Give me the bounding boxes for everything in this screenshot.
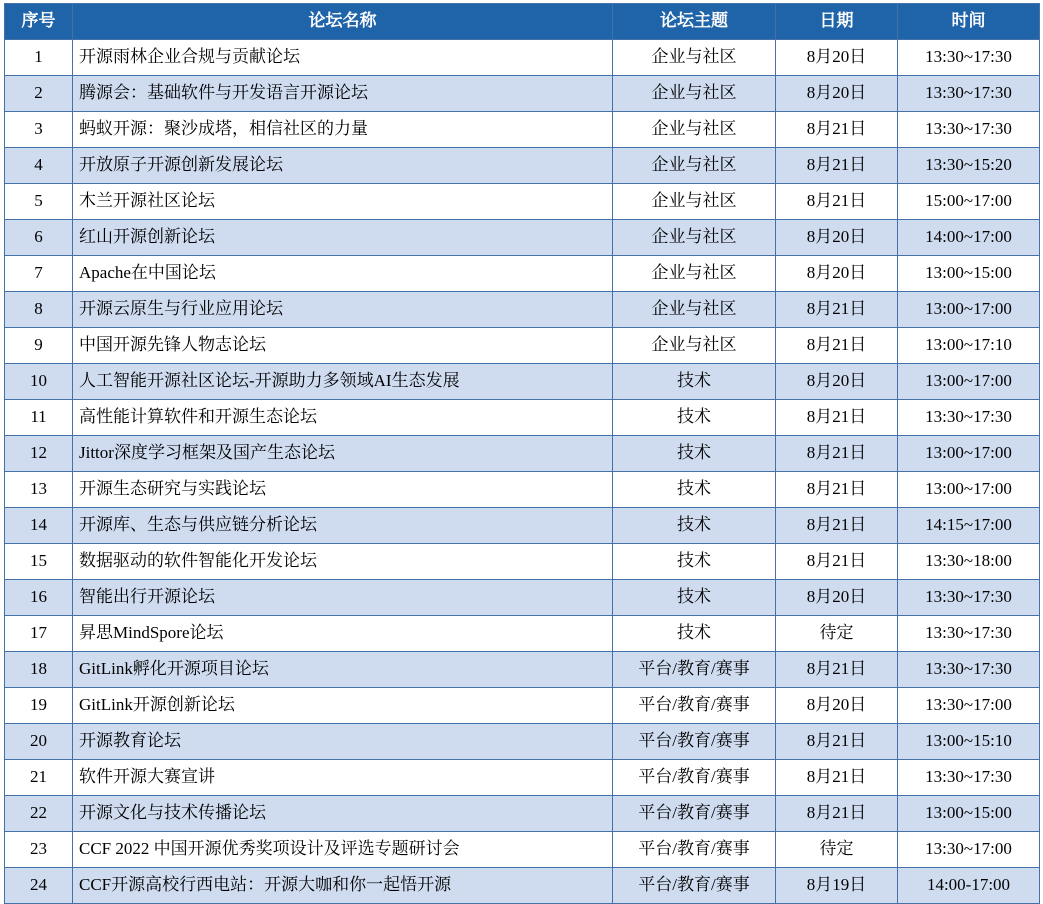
table-row: [5, 184, 1040, 220]
cell-forum-topic: 企业与社区: [613, 112, 776, 148]
cell-forum-name: 开源文化与技术传播论坛: [73, 796, 613, 832]
cell-index: 1: [5, 40, 73, 76]
table-row: [5, 688, 1040, 724]
cell-time: 14:00~17:00: [898, 220, 1040, 256]
cell-forum-topic: 企业与社区: [613, 292, 776, 328]
cell-time: 13:30~17:30: [898, 112, 1040, 148]
table-row: [5, 112, 1040, 148]
cell-forum-name: Jittor深度学习框架及国产生态论坛: [73, 436, 613, 472]
table-body: [5, 40, 1040, 904]
cell-forum-topic: 企业与社区: [613, 184, 776, 220]
cell-forum-topic: 企业与社区: [613, 148, 776, 184]
cell-date: 8月21日: [776, 112, 898, 148]
cell-index: 20: [5, 724, 73, 760]
cell-time: 15:00~17:00: [898, 184, 1040, 220]
cell-index: 12: [5, 436, 73, 472]
cell-forum-name: CCF开源高校行西电站：开源大咖和你一起悟开源: [73, 868, 613, 904]
table-row: [5, 400, 1040, 436]
column-header-forum-topic: 论坛主题: [613, 4, 776, 40]
table-header: [5, 4, 1040, 40]
cell-date: 8月20日: [776, 256, 898, 292]
cell-forum-topic: 企业与社区: [613, 76, 776, 112]
column-header-index: 序号: [5, 4, 73, 40]
cell-forum-name: 高性能计算软件和开源生态论坛: [73, 400, 613, 436]
cell-forum-name: GitLink开源创新论坛: [73, 688, 613, 724]
table-row: [5, 832, 1040, 868]
cell-time: 13:30~18:00: [898, 544, 1040, 580]
cell-date: 待定: [776, 832, 898, 868]
cell-forum-name: 腾源会：基础软件与开发语言开源论坛: [73, 76, 613, 112]
cell-time: 13:30~17:30: [898, 580, 1040, 616]
cell-forum-topic: 技术: [613, 436, 776, 472]
cell-date: 8月21日: [776, 184, 898, 220]
cell-index: 10: [5, 364, 73, 400]
column-header-date: 日期: [776, 4, 898, 40]
cell-time: 14:15~17:00: [898, 508, 1040, 544]
cell-date: 8月21日: [776, 292, 898, 328]
cell-date: 8月21日: [776, 148, 898, 184]
cell-time: 13:30~15:20: [898, 148, 1040, 184]
cell-index: 13: [5, 472, 73, 508]
cell-forum-topic: 平台/教育/赛事: [613, 796, 776, 832]
cell-forum-topic: 平台/教育/赛事: [613, 652, 776, 688]
cell-time: 13:30~17:30: [898, 76, 1040, 112]
cell-forum-topic: 技术: [613, 616, 776, 652]
table-row: [5, 328, 1040, 364]
cell-date: 8月20日: [776, 40, 898, 76]
table-row: [5, 580, 1040, 616]
column-header-time: 时间: [898, 4, 1040, 40]
cell-index: 3: [5, 112, 73, 148]
table-row: [5, 256, 1040, 292]
table-row: [5, 616, 1040, 652]
cell-time: 13:00~15:00: [898, 796, 1040, 832]
cell-index: 18: [5, 652, 73, 688]
cell-forum-name: 中国开源先锋人物志论坛: [73, 328, 613, 364]
cell-forum-topic: 企业与社区: [613, 40, 776, 76]
cell-forum-topic: 技术: [613, 580, 776, 616]
cell-time: 13:30~17:00: [898, 832, 1040, 868]
cell-forum-name: 木兰开源社区论坛: [73, 184, 613, 220]
cell-forum-topic: 技术: [613, 400, 776, 436]
cell-index: 21: [5, 760, 73, 796]
table-row: [5, 472, 1040, 508]
cell-date: 8月21日: [776, 544, 898, 580]
cell-time: 13:00~17:00: [898, 472, 1040, 508]
cell-index: 6: [5, 220, 73, 256]
cell-index: 17: [5, 616, 73, 652]
table-row: [5, 220, 1040, 256]
table-row: [5, 796, 1040, 832]
table-row: [5, 868, 1040, 904]
table-row: [5, 436, 1040, 472]
cell-index: 5: [5, 184, 73, 220]
cell-date: 8月20日: [776, 220, 898, 256]
cell-time: 13:00~17:00: [898, 436, 1040, 472]
table-row: [5, 292, 1040, 328]
table-row: [5, 760, 1040, 796]
cell-date: 8月21日: [776, 796, 898, 832]
cell-forum-name: 人工智能开源社区论坛-开源助力多领域AI生态发展: [73, 364, 613, 400]
cell-forum-topic: 技术: [613, 508, 776, 544]
cell-index: 7: [5, 256, 73, 292]
cell-time: 13:30~17:30: [898, 652, 1040, 688]
cell-forum-topic: 企业与社区: [613, 256, 776, 292]
cell-time: 13:00~17:00: [898, 364, 1040, 400]
cell-time: 13:30~17:00: [898, 688, 1040, 724]
cell-forum-topic: 企业与社区: [613, 328, 776, 364]
table-row: [5, 652, 1040, 688]
cell-index: 4: [5, 148, 73, 184]
cell-time: 13:00~17:00: [898, 292, 1040, 328]
table-header-row: [5, 4, 1040, 40]
cell-date: 8月21日: [776, 328, 898, 364]
cell-index: 24: [5, 868, 73, 904]
cell-forum-topic: 技术: [613, 364, 776, 400]
table-row: [5, 364, 1040, 400]
cell-index: 8: [5, 292, 73, 328]
cell-forum-name: CCF 2022 中国开源优秀奖项设计及评选专题研讨会: [73, 832, 613, 868]
table-row: [5, 148, 1040, 184]
forum-schedule-table: [4, 3, 1040, 904]
cell-index: 16: [5, 580, 73, 616]
cell-date: 8月21日: [776, 400, 898, 436]
cell-forum-name: 开源雨林企业合规与贡献论坛: [73, 40, 613, 76]
cell-forum-name: 软件开源大赛宣讲: [73, 760, 613, 796]
cell-time: 13:00~15:10: [898, 724, 1040, 760]
table-row: [5, 40, 1040, 76]
table-row: [5, 508, 1040, 544]
cell-index: 15: [5, 544, 73, 580]
cell-date: 8月21日: [776, 760, 898, 796]
cell-date: 8月20日: [776, 364, 898, 400]
cell-forum-name: 开源云原生与行业应用论坛: [73, 292, 613, 328]
cell-forum-topic: 平台/教育/赛事: [613, 868, 776, 904]
cell-time: 13:30~17:30: [898, 616, 1040, 652]
cell-index: 11: [5, 400, 73, 436]
cell-date: 8月20日: [776, 76, 898, 112]
cell-index: 14: [5, 508, 73, 544]
cell-forum-name: 红山开源创新论坛: [73, 220, 613, 256]
cell-time: 13:00~17:10: [898, 328, 1040, 364]
table-row: [5, 724, 1040, 760]
cell-forum-name: Apache在中国论坛: [73, 256, 613, 292]
cell-forum-name: 开源教育论坛: [73, 724, 613, 760]
cell-time: 13:30~17:30: [898, 40, 1040, 76]
cell-date: 8月21日: [776, 436, 898, 472]
column-header-forum-name: 论坛名称: [73, 4, 613, 40]
cell-forum-topic: 平台/教育/赛事: [613, 760, 776, 796]
table-row: [5, 76, 1040, 112]
cell-date: 待定: [776, 616, 898, 652]
cell-forum-topic: 平台/教育/赛事: [613, 724, 776, 760]
cell-forum-name: 蚂蚁开源：聚沙成塔，相信社区的力量: [73, 112, 613, 148]
cell-index: 2: [5, 76, 73, 112]
cell-date: 8月21日: [776, 508, 898, 544]
cell-forum-topic: 技术: [613, 544, 776, 580]
cell-forum-name: 开源库、生态与供应链分析论坛: [73, 508, 613, 544]
cell-date: 8月21日: [776, 472, 898, 508]
cell-time: 13:00~15:00: [898, 256, 1040, 292]
cell-date: 8月20日: [776, 580, 898, 616]
cell-index: 19: [5, 688, 73, 724]
cell-date: 8月21日: [776, 652, 898, 688]
cell-date: 8月21日: [776, 724, 898, 760]
cell-index: 23: [5, 832, 73, 868]
cell-forum-name: GitLink孵化开源项目论坛: [73, 652, 613, 688]
cell-forum-topic: 平台/教育/赛事: [613, 832, 776, 868]
cell-time: 14:00-17:00: [898, 868, 1040, 904]
cell-date: 8月19日: [776, 868, 898, 904]
cell-date: 8月20日: [776, 688, 898, 724]
cell-time: 13:30~17:30: [898, 760, 1040, 796]
cell-forum-name: 数据驱动的软件智能化开发论坛: [73, 544, 613, 580]
cell-forum-name: 开放原子开源创新发展论坛: [73, 148, 613, 184]
cell-forum-name: 智能出行开源论坛: [73, 580, 613, 616]
cell-forum-name: 昇思MindSpore论坛: [73, 616, 613, 652]
cell-index: 9: [5, 328, 73, 364]
cell-time: 13:30~17:30: [898, 400, 1040, 436]
table-row: [5, 544, 1040, 580]
cell-forum-topic: 技术: [613, 472, 776, 508]
cell-forum-name: 开源生态研究与实践论坛: [73, 472, 613, 508]
cell-forum-topic: 平台/教育/赛事: [613, 688, 776, 724]
cell-index: 22: [5, 796, 73, 832]
cell-forum-topic: 企业与社区: [613, 220, 776, 256]
